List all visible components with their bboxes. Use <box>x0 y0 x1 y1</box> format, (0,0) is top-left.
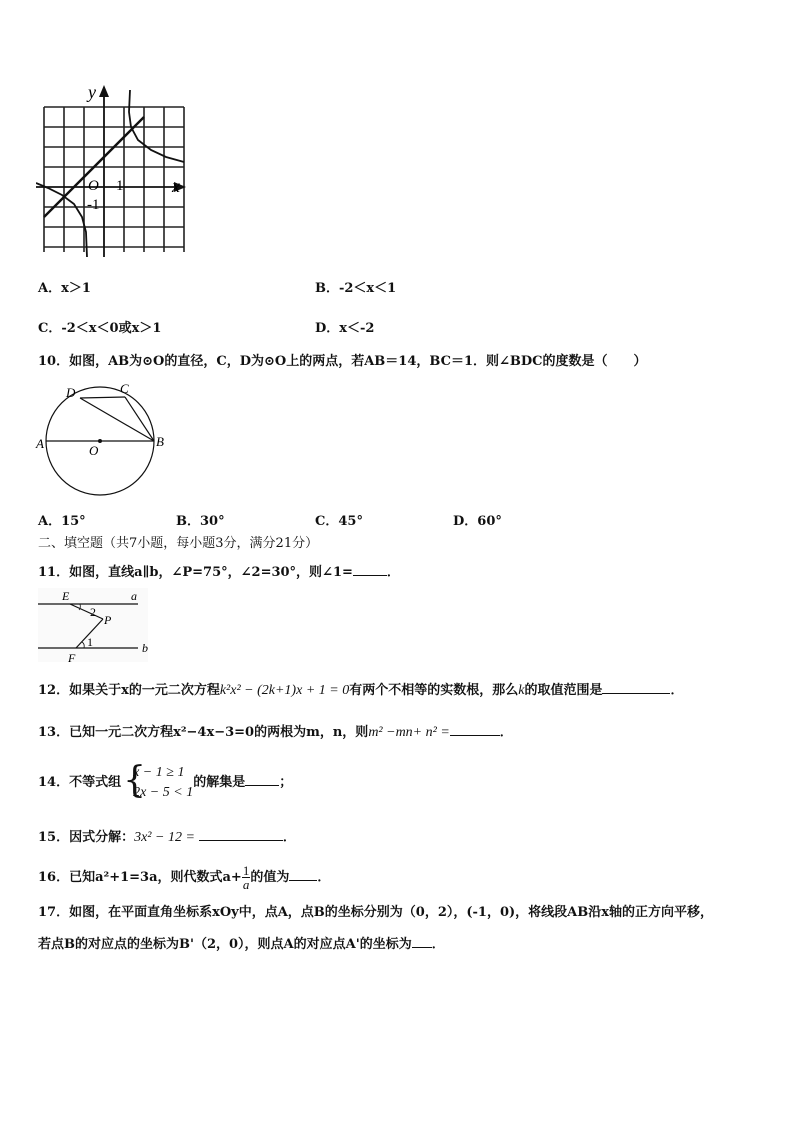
q9-option-a: A．x＞1 <box>38 281 91 296</box>
label-e: E <box>62 589 70 603</box>
q12-equation: k²x² − (2k+1)x + 1 = 0 <box>219 683 350 698</box>
inequality-line-1: x − 1 ≥ 1 <box>133 764 185 780</box>
y-axis-arrow <box>99 85 109 97</box>
chord-db <box>80 398 154 441</box>
label-c: C <box>120 381 129 396</box>
q11-stem <box>38 563 400 581</box>
q15-expression: 3x² − 12 = <box>134 830 195 845</box>
q12-text-pre: 12．如果关于x的一元二次方程 <box>38 683 220 698</box>
inequality-system: { x − 1 ≥ 1 2x − 5 < 1 <box>123 759 194 801</box>
q17-line-2 <box>38 935 445 953</box>
q12-variable-k: k <box>518 683 525 698</box>
q16-stem <box>38 863 330 893</box>
q15-end: ． <box>282 830 296 845</box>
q10-option-d: D．60° <box>453 514 502 529</box>
label-angle-1: 1 <box>87 635 93 649</box>
answer-blank <box>245 773 279 786</box>
answer-blank <box>353 563 387 576</box>
inequality-line-2: 2x − 5 < 1 <box>133 784 194 800</box>
q12-end: ． <box>670 683 684 698</box>
q14-end: ； <box>279 775 293 790</box>
section-heading-fill-in: 二、填空题（共7小题，每小题3分，满分21分） <box>38 536 319 551</box>
q14-text-pre: 14．不等式组 <box>38 775 122 790</box>
label-b: B <box>156 434 164 449</box>
fraction-numerator: 1 <box>242 863 250 878</box>
q12-text-post: 的取值范围是 <box>524 683 603 698</box>
hyperbola-branch-right <box>129 90 184 162</box>
label-p: P <box>104 613 112 627</box>
grid-lines <box>44 107 184 252</box>
x-axis-label: x <box>172 176 180 196</box>
q15-text-pre: 15．因式分解： <box>38 830 135 845</box>
chord-dc <box>80 397 125 398</box>
q9-graph-figure <box>36 82 194 257</box>
q13-end: ． <box>499 725 513 740</box>
q11-parallel-lines-figure <box>34 586 158 666</box>
q12-stem <box>38 681 683 699</box>
q14-text-post: 的解集是 <box>193 775 246 790</box>
q16-text-post: 的值为 <box>250 870 290 885</box>
q9-option-b: B．-2＜x＜1 <box>315 281 397 296</box>
origin-label: O <box>88 178 99 194</box>
q15-stem <box>38 828 296 846</box>
q10-option-b: B．30° <box>176 514 225 529</box>
label-b: b <box>142 641 148 655</box>
q17-line-1: 17．如图，在平面直角坐标系xOy中，点A，点B的坐标分别为（0，2），(-1，0)，将线段AB沿x轴的正方向平移， <box>38 905 713 920</box>
q10-circle-figure <box>34 378 170 500</box>
answer-blank <box>602 681 670 694</box>
label-d: D <box>66 385 76 400</box>
q13-expression: m² −mn+ n² = <box>368 725 450 740</box>
tick-label-neg1: -1 <box>87 197 100 213</box>
answer-blank <box>450 723 500 736</box>
q16-text-pre: 16．已知a²+1=3a，则代数式a+ <box>38 870 242 885</box>
q16-end: ． <box>317 870 331 885</box>
q17-text: 若点B的对应点的坐标为B'（2，0），则点A的对应点A'的坐标为 <box>38 937 412 952</box>
answer-blank <box>199 828 283 841</box>
center-point-o <box>98 439 102 443</box>
q9-option-d: D．x＜-2 <box>315 321 375 336</box>
q14-stem <box>38 761 292 805</box>
q13-stem <box>38 723 513 741</box>
q10-option-a: A．15° <box>38 514 86 529</box>
fraction-denominator: a <box>242 877 250 892</box>
label-a: A <box>36 436 44 451</box>
y-axis-label: y <box>88 82 96 102</box>
q11-text: 11．如图，直线a∥b，∠P=75°，∠2=30°，则∠1= <box>38 565 353 580</box>
q13-text-pre: 13．已知一元二次方程x²−4x−3=0的两根为m，n，则 <box>38 725 369 740</box>
q17-end: ． <box>431 937 445 952</box>
label-a: a <box>131 589 137 603</box>
q12-text-mid: 有两个不相等的实数根，那么 <box>349 683 519 698</box>
q10-stem: 10．如图，AB为⊙O的直径，C，D为⊙O上的两点，若AB＝14，BC＝1．则∠BDC的度数是（ ） <box>38 354 647 369</box>
label-f: F <box>68 651 76 665</box>
answer-blank <box>412 935 432 948</box>
q10-option-c: C．45° <box>315 514 363 529</box>
label-o: O <box>89 443 99 458</box>
answer-blank <box>289 868 317 881</box>
q11-end: ． <box>386 565 400 580</box>
label-angle-2: 2 <box>90 605 96 619</box>
tick-label-1: 1 <box>116 178 124 194</box>
q9-option-c: C．-2＜x＜0或x＞1 <box>38 321 162 336</box>
